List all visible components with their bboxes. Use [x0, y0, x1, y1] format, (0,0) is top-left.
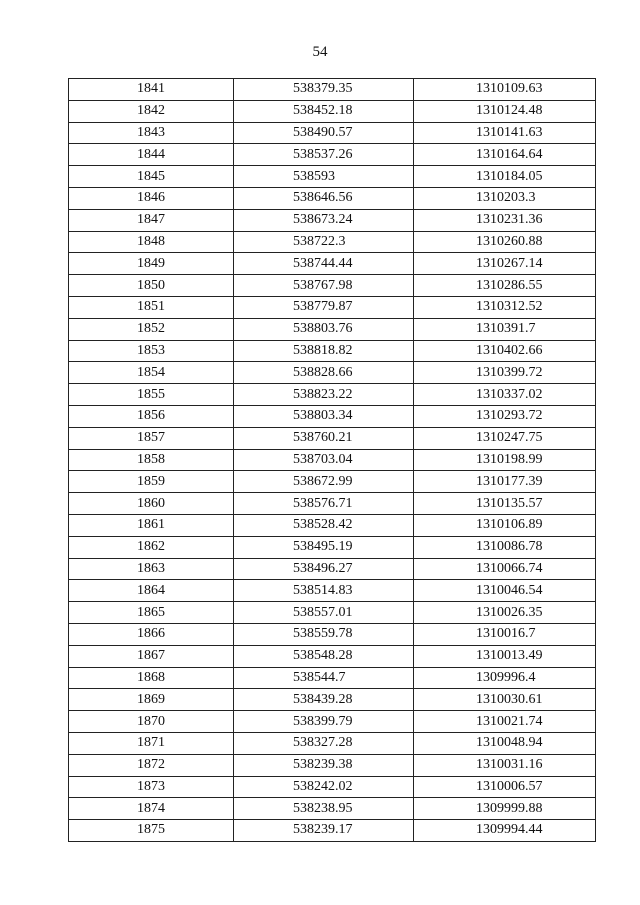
x-coordinate-cell: 538238.95 — [234, 798, 414, 820]
point-number-cell: 1861 — [69, 514, 234, 536]
x-coordinate-cell: 538242.02 — [234, 776, 414, 798]
x-coordinate-cell: 538514.83 — [234, 580, 414, 602]
x-coordinate-cell: 538452.18 — [234, 100, 414, 122]
point-number-cell: 1860 — [69, 493, 234, 515]
table-row — [69, 580, 596, 602]
table-row — [69, 100, 596, 122]
point-number-cell: 1844 — [69, 144, 234, 166]
point-number-cell: 1873 — [69, 776, 234, 798]
table-row — [69, 79, 596, 101]
table-row — [69, 798, 596, 820]
x-coordinate-cell: 538593 — [234, 166, 414, 188]
y-coordinate-cell: 1310066.74 — [414, 558, 596, 580]
x-coordinate-cell: 538528.42 — [234, 514, 414, 536]
x-coordinate-cell: 538379.35 — [234, 79, 414, 101]
table-row — [69, 296, 596, 318]
point-number-cell: 1871 — [69, 732, 234, 754]
x-coordinate-cell: 538544.7 — [234, 667, 414, 689]
table-row — [69, 253, 596, 275]
y-coordinate-cell: 1310006.57 — [414, 776, 596, 798]
table-row — [69, 514, 596, 536]
x-coordinate-cell: 538495.19 — [234, 536, 414, 558]
point-number-cell: 1869 — [69, 689, 234, 711]
y-coordinate-cell: 1310247.75 — [414, 427, 596, 449]
x-coordinate-cell: 538760.21 — [234, 427, 414, 449]
y-coordinate-cell: 1310048.94 — [414, 732, 596, 754]
y-coordinate-cell: 1310184.05 — [414, 166, 596, 188]
point-number-cell: 1875 — [69, 820, 234, 842]
y-coordinate-cell: 1310399.72 — [414, 362, 596, 384]
y-coordinate-cell: 1310402.66 — [414, 340, 596, 362]
y-coordinate-cell: 1310030.61 — [414, 689, 596, 711]
table-row — [69, 711, 596, 733]
table-row — [69, 405, 596, 427]
table-row — [69, 318, 596, 340]
point-number-cell: 1849 — [69, 253, 234, 275]
table-row — [69, 427, 596, 449]
table-row — [69, 449, 596, 471]
table-row — [69, 820, 596, 842]
point-number-cell: 1850 — [69, 275, 234, 297]
y-coordinate-cell: 1310312.52 — [414, 296, 596, 318]
x-coordinate-cell: 538722.3 — [234, 231, 414, 253]
x-coordinate-cell: 538673.24 — [234, 209, 414, 231]
y-coordinate-cell: 1310293.72 — [414, 405, 596, 427]
table-row — [69, 645, 596, 667]
point-number-cell: 1843 — [69, 122, 234, 144]
table-row — [69, 732, 596, 754]
table-row — [69, 231, 596, 253]
point-number-cell: 1851 — [69, 296, 234, 318]
y-coordinate-cell: 1310086.78 — [414, 536, 596, 558]
y-coordinate-cell: 1310267.14 — [414, 253, 596, 275]
x-coordinate-cell: 538703.04 — [234, 449, 414, 471]
x-coordinate-cell: 538239.38 — [234, 754, 414, 776]
x-coordinate-cell: 538744.44 — [234, 253, 414, 275]
table-row — [69, 187, 596, 209]
table-row — [69, 602, 596, 624]
point-number-cell: 1856 — [69, 405, 234, 427]
table-row — [69, 536, 596, 558]
x-coordinate-cell: 538559.78 — [234, 623, 414, 645]
x-coordinate-cell: 538327.28 — [234, 732, 414, 754]
y-coordinate-cell: 1310391.7 — [414, 318, 596, 340]
point-number-cell: 1853 — [69, 340, 234, 362]
x-coordinate-cell: 538803.76 — [234, 318, 414, 340]
y-coordinate-cell: 1310135.57 — [414, 493, 596, 515]
y-coordinate-cell: 1310031.16 — [414, 754, 596, 776]
table-row — [69, 384, 596, 406]
point-number-cell: 1868 — [69, 667, 234, 689]
point-number-cell: 1858 — [69, 449, 234, 471]
page-number: 54 — [312, 44, 328, 60]
table-row — [69, 275, 596, 297]
table-row — [69, 623, 596, 645]
table-row — [69, 144, 596, 166]
x-coordinate-cell: 538537.26 — [234, 144, 414, 166]
table-row — [69, 209, 596, 231]
y-coordinate-cell: 1310198.99 — [414, 449, 596, 471]
x-coordinate-cell: 538548.28 — [234, 645, 414, 667]
x-coordinate-cell: 538557.01 — [234, 602, 414, 624]
point-number-cell: 1841 — [69, 79, 234, 101]
table-row — [69, 754, 596, 776]
point-number-cell: 1842 — [69, 100, 234, 122]
x-coordinate-cell: 538239.17 — [234, 820, 414, 842]
y-coordinate-cell: 1310106.89 — [414, 514, 596, 536]
y-coordinate-cell: 1310260.88 — [414, 231, 596, 253]
x-coordinate-cell: 538439.28 — [234, 689, 414, 711]
x-coordinate-cell: 538496.27 — [234, 558, 414, 580]
table-row — [69, 340, 596, 362]
y-coordinate-cell: 1310046.54 — [414, 580, 596, 602]
x-coordinate-cell: 538646.56 — [234, 187, 414, 209]
point-number-cell: 1847 — [69, 209, 234, 231]
x-coordinate-cell: 538779.87 — [234, 296, 414, 318]
point-number-cell: 1867 — [69, 645, 234, 667]
point-number-cell: 1854 — [69, 362, 234, 384]
point-number-cell: 1855 — [69, 384, 234, 406]
table-row — [69, 122, 596, 144]
y-coordinate-cell: 1310013.49 — [414, 645, 596, 667]
point-number-cell: 1859 — [69, 471, 234, 493]
point-number-cell: 1848 — [69, 231, 234, 253]
y-coordinate-cell: 1310021.74 — [414, 711, 596, 733]
y-coordinate-cell: 1310203.3 — [414, 187, 596, 209]
y-coordinate-cell: 1309999.88 — [414, 798, 596, 820]
table-row — [69, 558, 596, 580]
x-coordinate-cell: 538576.71 — [234, 493, 414, 515]
table-row — [69, 667, 596, 689]
y-coordinate-cell: 1309994.44 — [414, 820, 596, 842]
x-coordinate-cell: 538818.82 — [234, 340, 414, 362]
x-coordinate-cell: 538803.34 — [234, 405, 414, 427]
point-number-cell: 1846 — [69, 187, 234, 209]
point-number-cell: 1866 — [69, 623, 234, 645]
y-coordinate-cell: 1310124.48 — [414, 100, 596, 122]
x-coordinate-cell: 538672.99 — [234, 471, 414, 493]
x-coordinate-cell: 538828.66 — [234, 362, 414, 384]
table-row — [69, 493, 596, 515]
point-number-cell: 1864 — [69, 580, 234, 602]
y-coordinate-cell: 1310231.36 — [414, 209, 596, 231]
table-row — [69, 776, 596, 798]
y-coordinate-cell: 1309996.4 — [414, 667, 596, 689]
point-number-cell: 1870 — [69, 711, 234, 733]
y-coordinate-cell: 1310177.39 — [414, 471, 596, 493]
point-number-cell: 1845 — [69, 166, 234, 188]
point-number-cell: 1872 — [69, 754, 234, 776]
point-number-cell: 1852 — [69, 318, 234, 340]
x-coordinate-cell: 538490.57 — [234, 122, 414, 144]
table-row — [69, 166, 596, 188]
y-coordinate-cell: 1310026.35 — [414, 602, 596, 624]
point-number-cell: 1857 — [69, 427, 234, 449]
table-row — [69, 689, 596, 711]
y-coordinate-cell: 1310109.63 — [414, 79, 596, 101]
point-number-cell: 1862 — [69, 536, 234, 558]
y-coordinate-cell: 1310164.64 — [414, 144, 596, 166]
x-coordinate-cell: 538399.79 — [234, 711, 414, 733]
x-coordinate-cell: 538823.22 — [234, 384, 414, 406]
coordinates-table — [68, 78, 596, 842]
point-number-cell: 1865 — [69, 602, 234, 624]
point-number-cell: 1874 — [69, 798, 234, 820]
point-number-cell: 1863 — [69, 558, 234, 580]
x-coordinate-cell: 538767.98 — [234, 275, 414, 297]
coordinates-table-body — [69, 79, 596, 842]
y-coordinate-cell: 1310286.55 — [414, 275, 596, 297]
y-coordinate-cell: 1310337.02 — [414, 384, 596, 406]
table-row — [69, 471, 596, 493]
y-coordinate-cell: 1310016.7 — [414, 623, 596, 645]
table-row — [69, 362, 596, 384]
y-coordinate-cell: 1310141.63 — [414, 122, 596, 144]
